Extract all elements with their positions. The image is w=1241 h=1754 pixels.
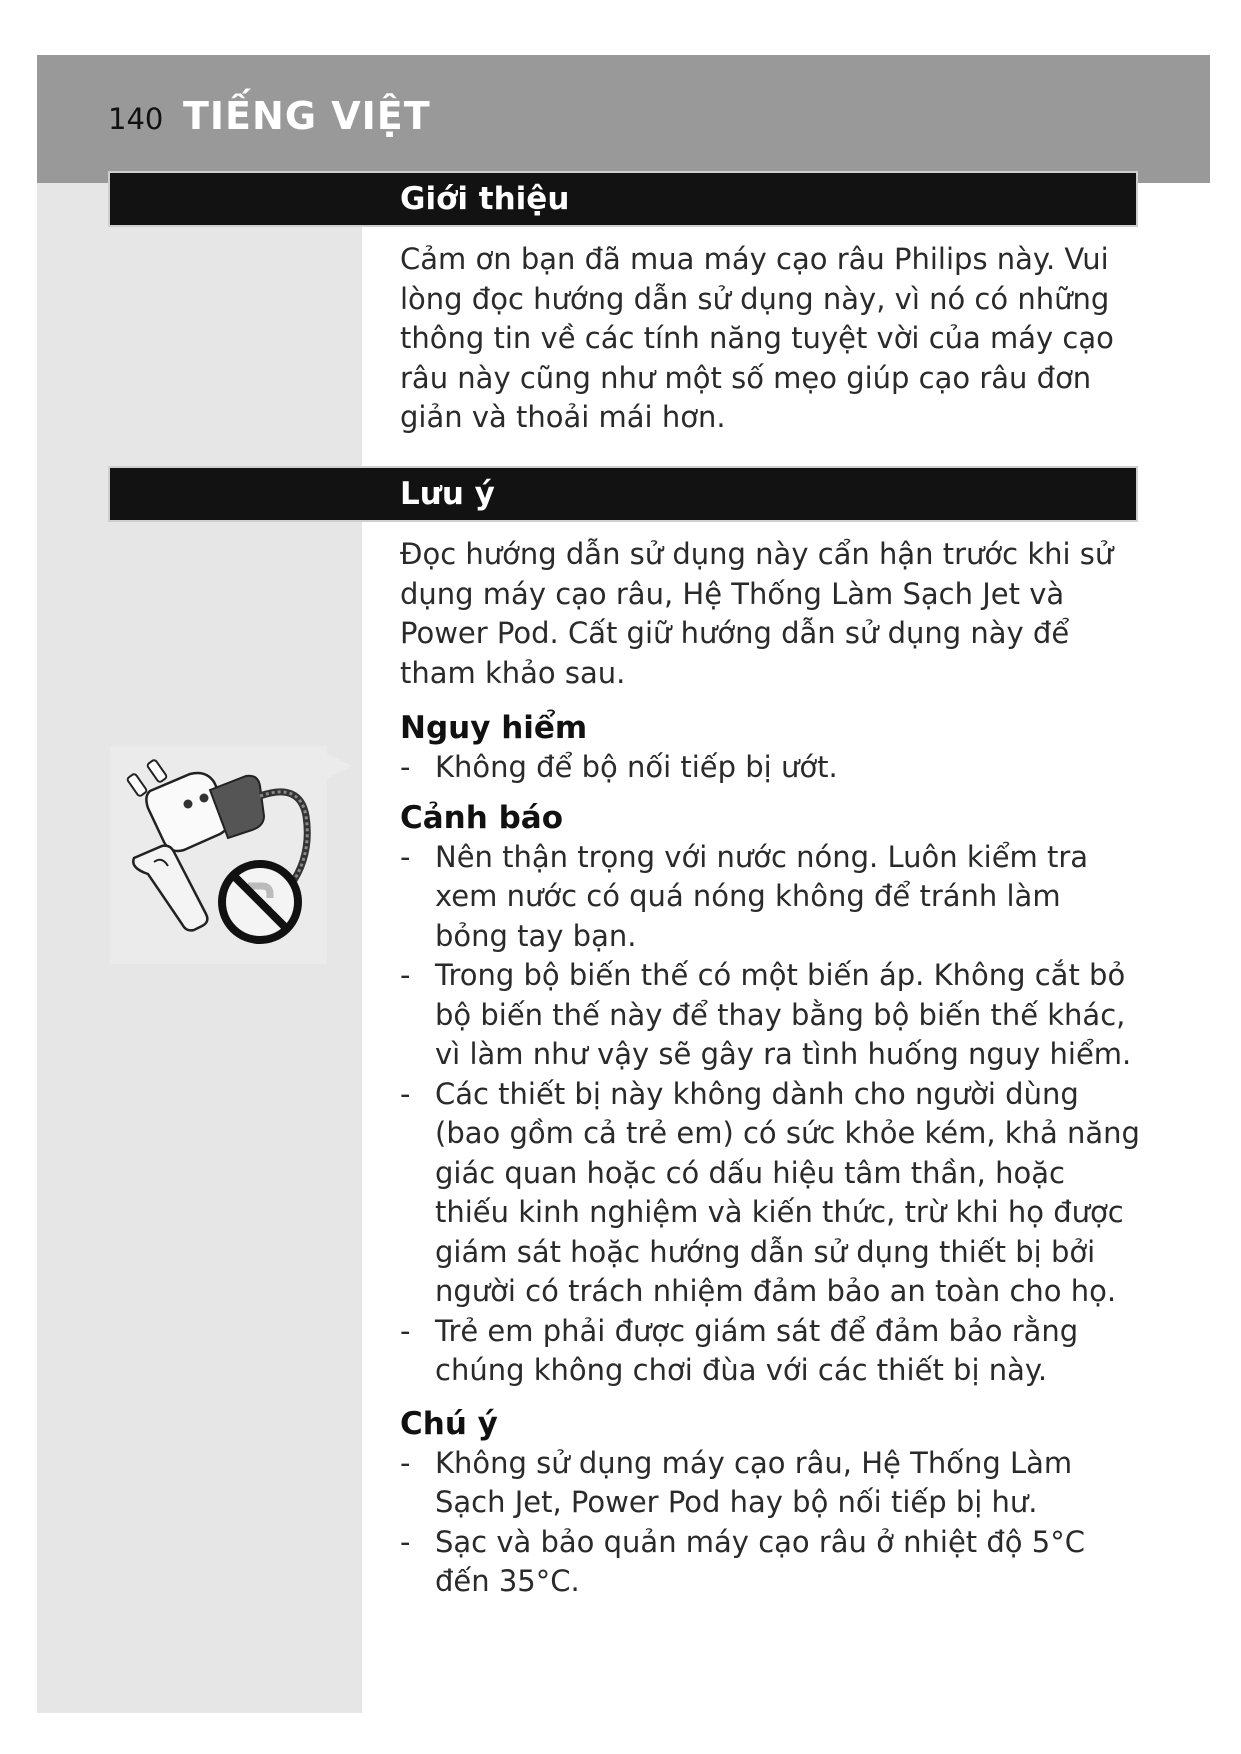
page-number: 140 [108,102,164,136]
illustration-pointer [326,753,352,779]
danger-item: - Không để bộ nối tiếp bị ướt. [400,748,1140,788]
warning-item: - Trong bộ biến thế có một biến áp. Không cắt bỏ bộ biến thế này để thay bằng bộ biến thế khác, vì làm như vậy sẽ gây ra tình huống nguy hiểm. [400,956,1140,1075]
section-bar-important [110,468,1136,520]
danger-list [400,748,1140,788]
caution-item: - Sạc và bảo quản máy cạo râu ở nhiệt độ 5°C đến 35°C. [400,1523,1140,1602]
caution-item: - Không sử dụng máy cạo râu, Hệ Thống Làm Sạch Jet, Power Pod hay bộ nối tiếp bị hư. [400,1444,1140,1523]
intro-paragraph: Cảm ơn bạn đã mua máy cạo râu Philips này. Vui lòng đọc hướng dẫn sử dụng này, vì nó có những thông tin về các tính năng tuyệt vời của máy cạo râu này cũng như một số mẹo giúp cạo râu đơn giản và thoải mái hơn. [400,242,1114,434]
warning-item: - Các thiết bị này không dành cho người dùng (bao gồm cả trẻ em) có sức khỏe kém, khả năng giác quan hoặc có dấu hiệu tâm thần, hoặc thiếu kinh nghiệm và kiến thức, trừ khi họ được giám sát hoặc hướng dẫn sử dụng thiết bị bởi người có trách nhiệm đảm bảo an toàn cho họ. [400,1075,1140,1312]
section-title-important: Lưu ý [400,476,495,512]
intro-text-block [400,240,1140,438]
warning-list [400,838,1140,1391]
adapter-no-water-icon [110,746,327,964]
section-title-intro: Giới thiệu [400,181,570,217]
danger-heading: Nguy hiểm [400,710,588,746]
warning-heading: Cảnh báo [400,799,564,836]
adapter-illustration [110,746,327,964]
language-title: TIẾNG VIỆT [183,94,431,138]
warning-item: - Nên thận trọng với nước nóng. Luôn kiểm tra xem nước có quá nóng không để tránh làm bỏng tay bạn. [400,838,1140,957]
important-text-block [400,535,1140,1602]
caution-list [400,1444,1140,1602]
caution-heading: Chú ý [400,1405,498,1442]
important-paragraph: Đọc hướng dẫn sử dụng này cẩn hận trước khi sử dụng máy cạo râu, Hệ Thống Làm Sạch Jet và Power Pod. Cất giữ hướng dẫn sử dụng này để tham khảo sau. [400,537,1114,690]
warning-item: - Trẻ em phải được giám sát để đảm bảo rằng chúng không chơi đùa với các thiết bị này. [400,1312,1140,1391]
section-bar-intro [110,173,1136,225]
